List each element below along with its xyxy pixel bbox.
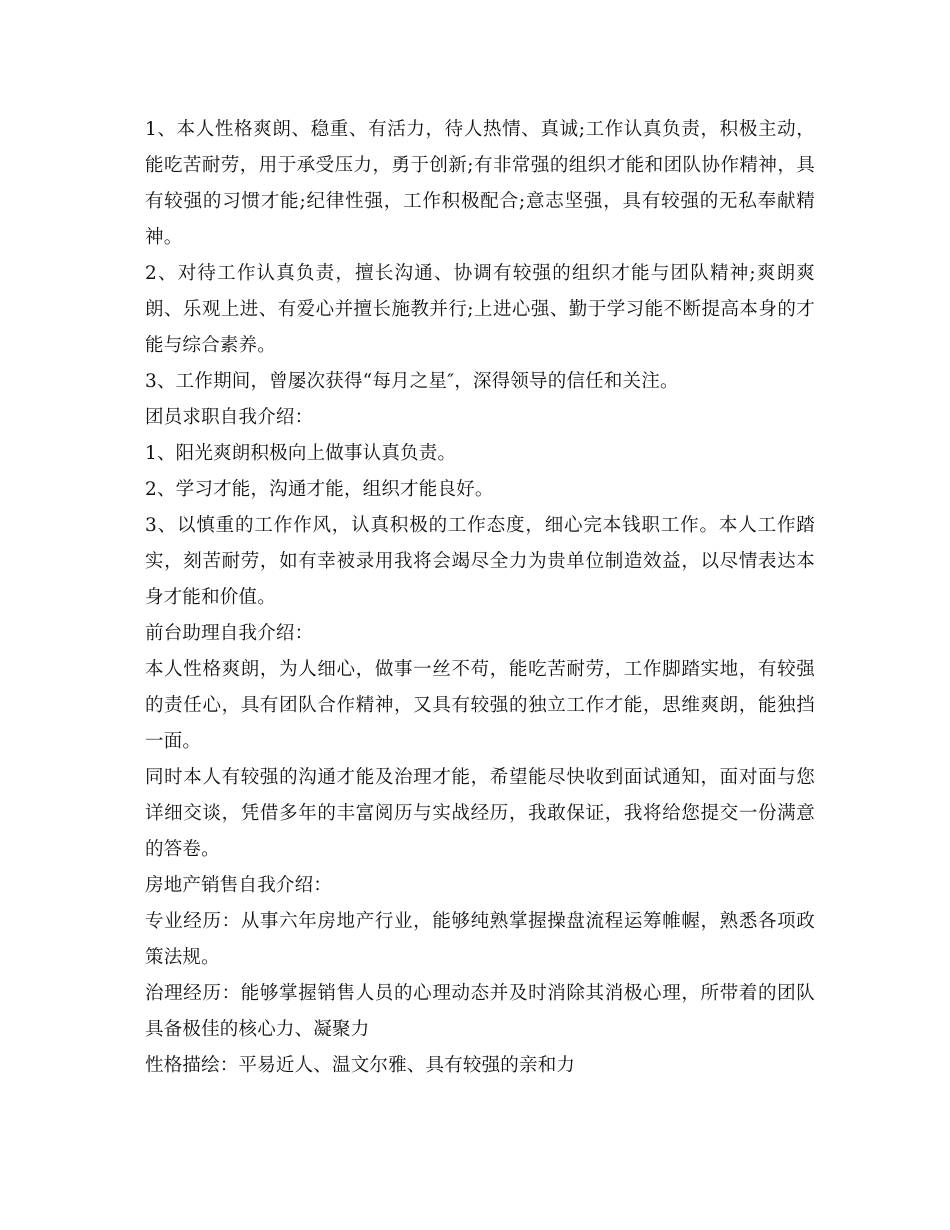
paragraph-3: 3、工作期间，曾屡次获得“每月之星″，深得领导的信任和关注。: [145, 371, 679, 392]
section-heading-real-estate: 房地产销售自我介绍：: [145, 875, 333, 896]
paragraph-4: 1、阳光爽朗积极向上做事认真负责。: [145, 443, 457, 464]
paragraph-11: 性格描绘：平易近人、温文尔雅、具有较强的亲和力: [145, 1055, 576, 1076]
paragraph-2: 2、对待工作认真负责，擅长沟通、协调有较强的组织才能与团队精神;爽朗爽朗、乐观上进、有爱心并擅长施教并行;上进心强、勤于学习能不断提高本身的才能与综合素养。: [145, 263, 815, 356]
section-heading-league-member: 团员求职自我介绍：: [145, 407, 314, 428]
paragraph-1: 1、本人性格爽朗、稳重、有活力，待人热情、真诚;工作认真负责，积极主动，能吃苦耐劳，用于承受压力，勇于创新;有非常强的组织才能和团队协作精神，具有较强的习惯才能;纪律性强，工作积极配合;意志坚强，具有较强的无私奉献精神。: [145, 119, 815, 248]
paragraph-10: 治理经历：能够掌握销售人员的心理动态并及时消除其消极心理，所带着的团队具备极佳的核心力、凝聚力: [145, 983, 815, 1040]
paragraph-9: 专业经历：从事六年房地产行业，能够纯熟掌握操盘流程运筹帷幄，熟悉各项政策法规。: [145, 911, 815, 968]
section-heading-front-desk: 前台助理自我介绍：: [145, 623, 314, 644]
paragraph-8: 同时本人有较强的沟通才能及治理才能，希望能尽快收到面试通知，面对面与您详细交谈，凭借多年的丰富阅历与实战经历，我敢保证，我将给您提交一份满意的答卷。: [145, 767, 815, 860]
paragraph-5: 2、学习才能，沟通才能，组织才能良好。: [145, 479, 494, 500]
document-body: [145, 112, 815, 1084]
paragraph-7: 本人性格爽朗，为人细心，做事一丝不苟，能吃苦耐劳，工作脚踏实地，有较强的责任心，具有团队合作精神，又具有较强的独立工作才能，思维爽朗，能独挡一面。: [145, 659, 815, 752]
paragraph-6: 3、以慎重的工作作风，认真积极的工作态度，细心完本钱职工作。本人工作踏实，刻苦耐劳，如有幸被录用我将会竭尽全力为贵单位制造效益，以尽情表达本身才能和价值。: [145, 515, 815, 608]
